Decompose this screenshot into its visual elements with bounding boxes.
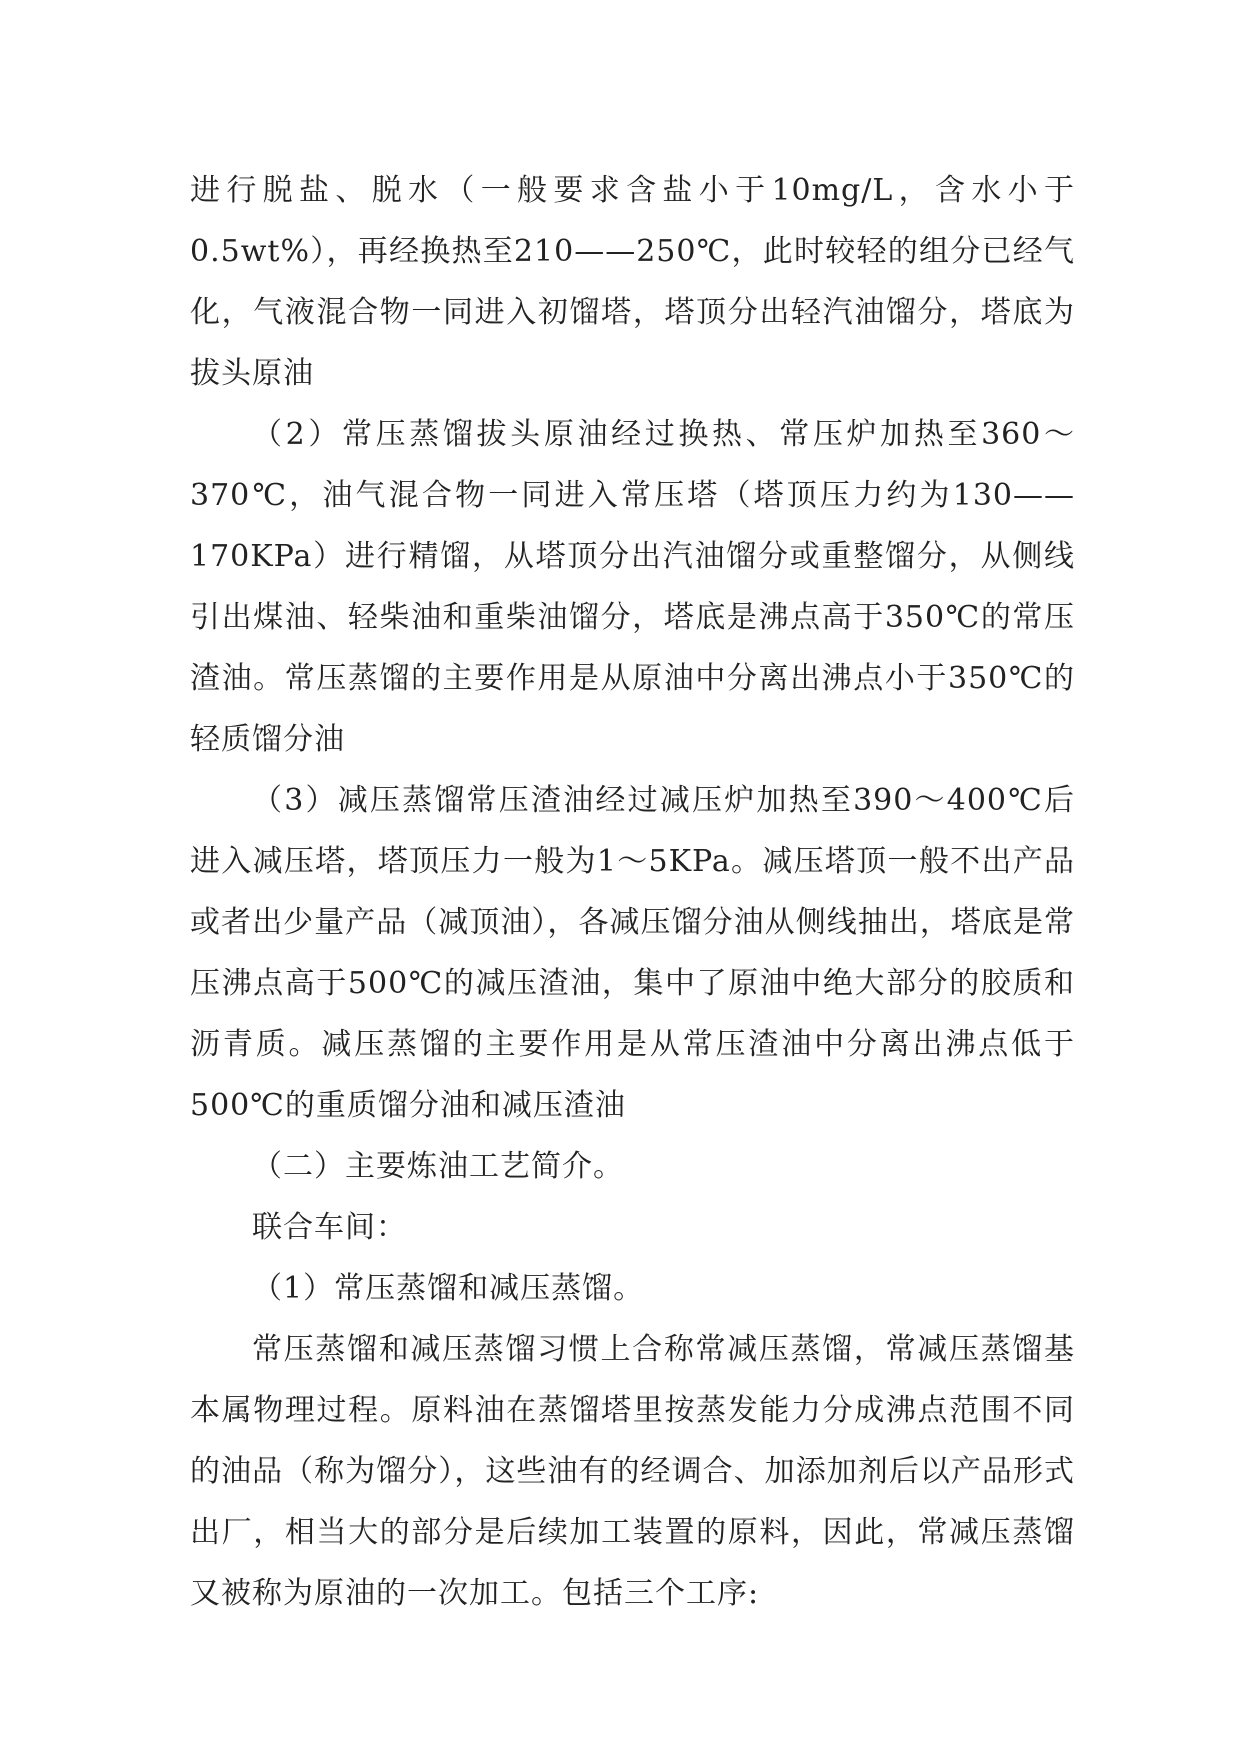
paragraph-desalting: 进行脱盐、脱水（一般要求含盐小于10mg/L，含水小于0.5wt%），再经换热至210——250℃，此时较轻的组分已经气化，气液混合物一同进入初馏塔，塔顶分出轻汽油馏分，塔底为拔头原油 bbox=[190, 173, 1075, 391]
section-heading-refining-processes: （二）主要炼油工艺简介。 bbox=[252, 1149, 624, 1184]
subheading-joint-workshop: 联合车间： bbox=[252, 1210, 407, 1245]
body-text bbox=[190, 160, 1075, 1624]
paragraph-vacuum-distillation: （3）减压蒸馏常压渣油经过减压炉加热至390～400℃后进入减压塔，塔顶压力一般为1～5KPa。减压塔顶一般不出产品或者出少量产品（减顶油），各减压馏分油从侧线抽出，塔底是常压沸点高于500℃的减压渣油，集中了原油中绝大部分的胶质和沥青质。减压蒸馏的主要作用是从常压渣油中分离出沸点低于500℃的重质馏分油和减压渣油 bbox=[190, 783, 1075, 1123]
item-heading-distillation: （1）常压蒸馏和减压蒸馏。 bbox=[252, 1271, 645, 1306]
paragraph-distillation-overview: 常压蒸馏和减压蒸馏习惯上合称常减压蒸馏，常减压蒸馏基本属物理过程。原料油在蒸馏塔里按蒸发能力分成沸点范围不同的油品（称为馏分），这些油有的经调合、加添加剂后以产品形式出厂，相当大的部分是后续加工装置的原料，因此，常减压蒸馏又被称为原油的一次加工。包括三个工序: bbox=[190, 1332, 1075, 1611]
paragraph-atmospheric-distillation: （2）常压蒸馏拔头原油经过换热、常压炉加热至360～370℃，油气混合物一同进入常压塔（塔顶压力约为130——170KPa）进行精馏，从塔顶分出汽油馏分或重整馏分，从侧线引出煤油、轻柴油和重柴油馏分，塔底是沸点高于350℃的常压渣油。常压蒸馏的主要作用是从原油中分离出沸点小于350℃的轻质馏分油 bbox=[190, 417, 1075, 757]
